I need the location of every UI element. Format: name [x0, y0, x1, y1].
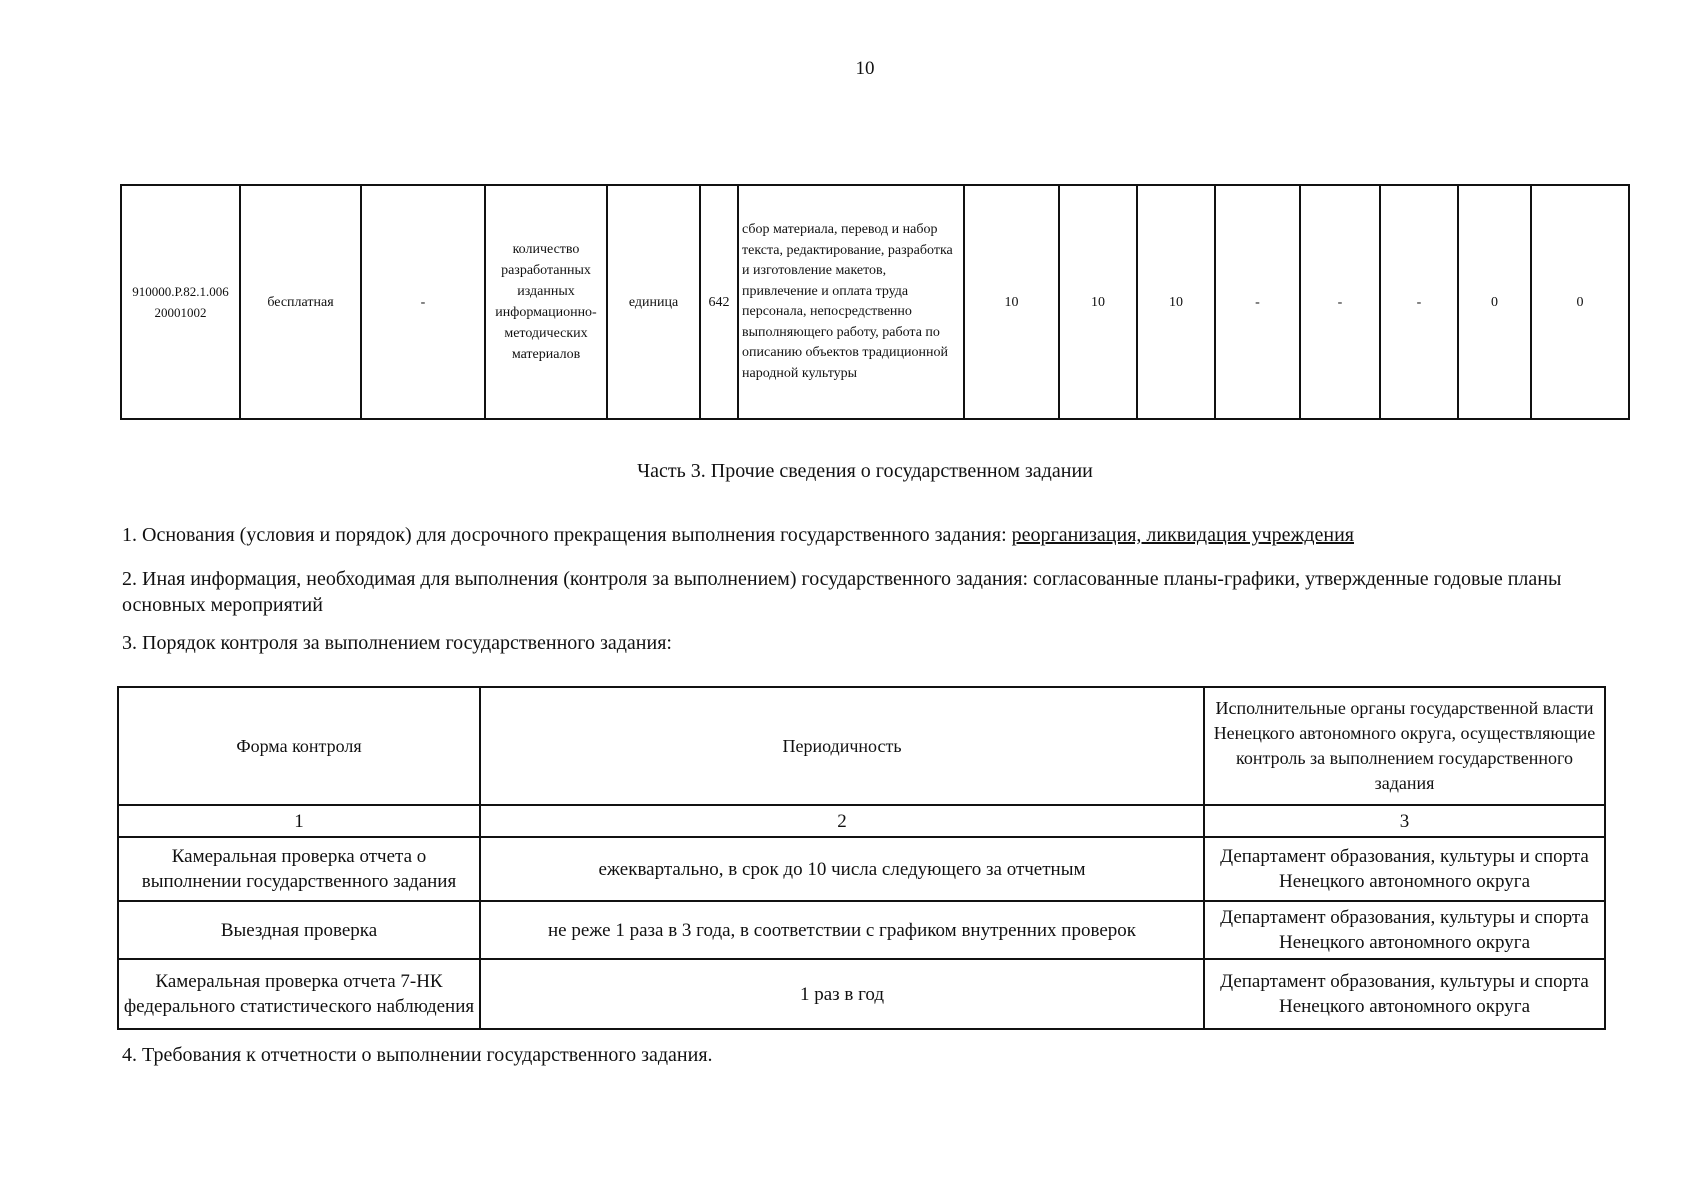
- empty-cell: -: [361, 185, 485, 419]
- authority-cell: Департамент образования, культуры и спорта Ненецкого автономного округа: [1204, 837, 1605, 901]
- value-cell: -: [1215, 185, 1300, 419]
- paragraph-1-underlined: реорганизация, ликвидация учреждения: [1011, 524, 1355, 546]
- value-cell: 0: [1458, 185, 1531, 419]
- table-row: [118, 901, 1605, 959]
- indicator-name-cell: количество разработанных изданных информационно-методических материалов: [485, 185, 607, 419]
- paragraph-1-text: 1. Основания (условия и порядок) для досрочного прекращения выполнения государственного задания:: [122, 524, 1012, 546]
- okei-code-cell: 642: [700, 185, 738, 419]
- table-row: [121, 185, 1629, 419]
- control-form-cell: Камеральная проверка отчета 7-НК федерального статистического наблюдения: [118, 959, 480, 1029]
- column-index: 3: [1204, 805, 1605, 837]
- paragraph-2: 2. Иная информация, необходимая для выполнения (контроля за выполнением) государственного задания: согласованные планы-графики, утвержденные годовые планы основных мероприятий: [122, 568, 1562, 616]
- table-row: [118, 959, 1605, 1029]
- control-form-cell: Камеральная проверка отчета о выполнении государственного задания: [118, 837, 480, 901]
- value-cell: 10: [1137, 185, 1215, 419]
- column-header: Периодичность: [480, 687, 1204, 805]
- table-row: [118, 837, 1605, 901]
- column-index-row: [118, 805, 1605, 837]
- part-title: Часть 3. Прочие сведения о государственном задании: [637, 460, 1093, 482]
- paragraph-3: 3. Порядок контроля за выполнением государственного задания:: [122, 632, 672, 654]
- periodicity-cell: 1 раз в год: [480, 959, 1204, 1029]
- control-form-cell: Выездная проверка: [118, 901, 480, 959]
- periodicity-cell: не реже 1 раза в 3 года, в соответствии с графиком внутренних проверок: [480, 901, 1204, 959]
- value-cell: 10: [1059, 185, 1137, 419]
- authority-cell: Департамент образования, культуры и спорта Ненецкого автономного округа: [1204, 901, 1605, 959]
- periodicity-cell: ежеквартально, в срок до 10 числа следующего за отчетным: [480, 837, 1204, 901]
- value-cell: 0: [1531, 185, 1629, 419]
- page-number: 10: [855, 58, 875, 79]
- paragraph-4: 4. Требования к отчетности о выполнении государственного задания.: [122, 1044, 713, 1066]
- column-header: Форма контроля: [118, 687, 480, 805]
- control-table: [117, 686, 1606, 1030]
- value-cell: -: [1300, 185, 1380, 419]
- work-description-cell: сбор материала, перевод и набор текста, редактирование, разработка и изготовление макетов, привлечение и оплата труда персонала, непосредственно выполняющего работу, работа по описанию объектов традиционной народной культуры: [738, 185, 964, 419]
- paragraph-1: [122, 522, 1592, 548]
- payment-type-cell: бесплатная: [240, 185, 361, 419]
- unit-cell: единица: [607, 185, 700, 419]
- service-indicator-table: [120, 184, 1630, 420]
- value-cell: -: [1380, 185, 1458, 419]
- value-cell: 10: [964, 185, 1059, 419]
- authority-cell: Департамент образования, культуры и спорта Ненецкого автономного округа: [1204, 959, 1605, 1029]
- column-index: 2: [480, 805, 1204, 837]
- registry-code-cell: 910000.Р.82.1.006 20001002: [121, 185, 240, 419]
- table-header-row: [118, 687, 1605, 805]
- column-header: Исполнительные органы государственной власти Ненецкого автономного округа, осуществляющие контроль за выполнением государственного задания: [1204, 687, 1605, 805]
- column-index: 1: [118, 805, 480, 837]
